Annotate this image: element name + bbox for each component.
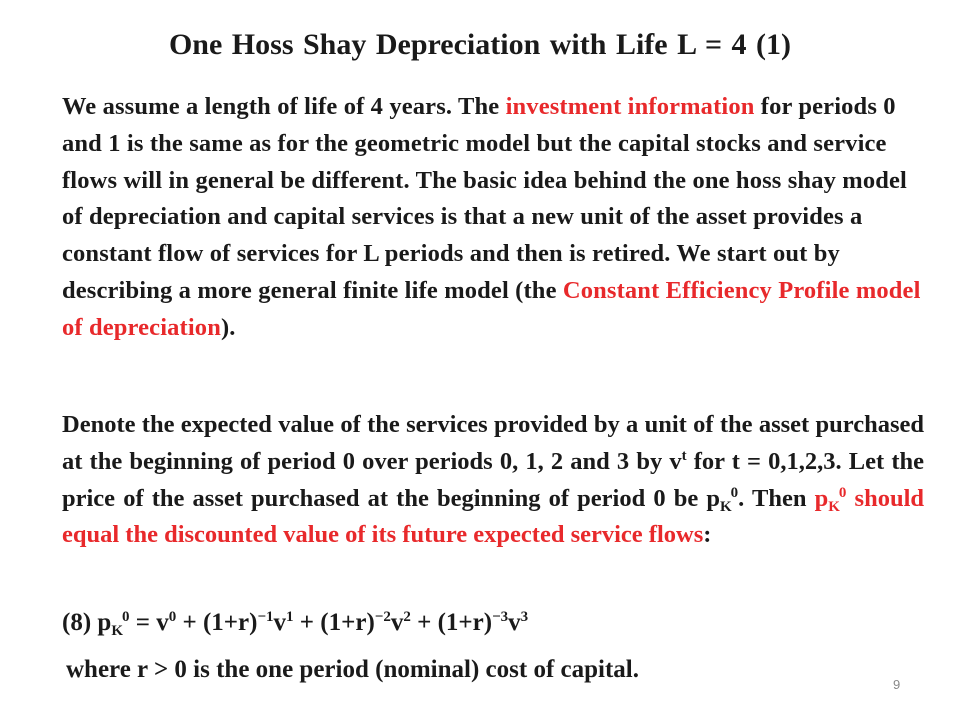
- p2-red-p: p: [814, 484, 829, 512]
- eq-t1: = v: [129, 609, 169, 636]
- eq-t4: + (1+r): [293, 609, 375, 636]
- p2-sub-k: K: [719, 498, 732, 515]
- p2-text-b: for t = 0,1,2,3. Let the price of the asset purchased at the beginning of period 0 be p: [62, 447, 924, 512]
- eq-s1: 0: [168, 609, 177, 625]
- eq-s2: −1: [257, 609, 274, 625]
- eq-label: (8) p: [62, 609, 112, 636]
- p2-sup-0: 0: [730, 484, 739, 501]
- slide-title: One Hoss Shay Depreciation with Life L = 4 (1): [168, 28, 792, 61]
- p1-text-c: ).: [221, 313, 236, 341]
- eq-sub-k: K: [111, 623, 123, 639]
- p2-sup-t: t: [681, 447, 687, 464]
- paragraph-definition: [62, 407, 924, 554]
- p1-text-b: for periods 0 and 1 is the same as for the geometric model but the capital stocks and service flows will in general be different. The basic idea behind the one hoss shay model of depreciation and capital services is that a new unit of the asset provides a constant flow of services for L periods and then is retired. We start out by describing a more general finite life model (the: [62, 93, 907, 304]
- p1-text-a: We assume a length of life of 4 years. The: [62, 93, 506, 120]
- p1-highlight-investment-information: investment information: [505, 93, 755, 120]
- p1-highlight-cep-model: Constant Efficiency Profile model of depreciation: [62, 276, 921, 341]
- eq-t5: v: [390, 609, 404, 636]
- p2-red-sub-k: K: [828, 498, 840, 515]
- eq-s6: −3: [492, 609, 509, 625]
- eq-s4: −2: [374, 609, 391, 625]
- eq-s7: 3: [520, 609, 529, 625]
- eq-s5: 2: [403, 609, 411, 625]
- eq-s3: 1: [286, 609, 294, 625]
- eq-t2: + (1+r): [176, 609, 258, 636]
- eq-sup-0: 0: [121, 609, 130, 625]
- p2-text-d: :: [703, 521, 712, 549]
- paragraph-assumptions: [62, 89, 924, 347]
- p2-highlight-discounted-value: should equal the discounted value of its future expected service flows: [62, 484, 925, 549]
- p2-text-a: Denote the expected value of the services provided by a unit of the asset purchased at the beginning of period 0 over periods 0, 1, 2 and 3 by v: [62, 411, 924, 475]
- p2-red-symbol: [814, 484, 847, 515]
- p2-red-sup-0: 0: [838, 484, 847, 501]
- page-number: 9: [893, 677, 901, 692]
- equation-8: [62, 605, 924, 642]
- eq-t6: + (1+r): [410, 609, 493, 636]
- eq-t3: v: [273, 609, 287, 636]
- p2-text-c: . Then: [738, 484, 815, 512]
- paragraph-cost-of-capital: where r > 0 is the one period (nominal) cost of capital.: [66, 656, 639, 683]
- eq-t7: v: [508, 609, 521, 636]
